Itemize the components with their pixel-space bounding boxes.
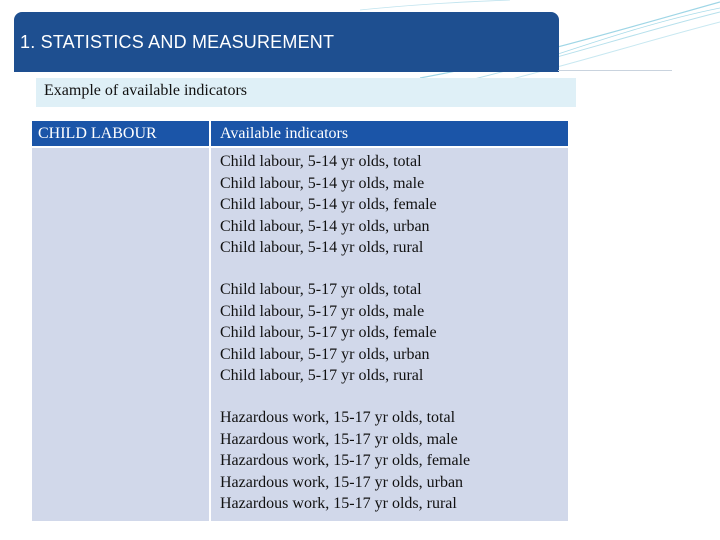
indicator-item: Hazardous work, 15-17 yr olds, male bbox=[219, 430, 458, 448]
indicator-item: Hazardous work, 15-17 yr olds, female bbox=[219, 452, 471, 470]
table-header-available-indicators: Available indicators bbox=[210, 120, 569, 147]
header-rule bbox=[558, 70, 672, 71]
table-header-row bbox=[31, 120, 569, 147]
indicator-item: Child labour, 5-14 yr olds, rural bbox=[219, 239, 424, 257]
title-bar bbox=[14, 12, 559, 72]
indicator-group-child-labour-5-14 bbox=[220, 151, 568, 259]
indicator-group-hazardous-work-15-17 bbox=[220, 407, 568, 515]
indicator-item: Child labour, 5-14 yr olds, female bbox=[219, 196, 437, 214]
indicator-item: Child labour, 5-17 yr olds, urban bbox=[219, 345, 430, 363]
indicator-item: Hazardous work, 15-17 yr olds, rural bbox=[219, 495, 457, 513]
table-header-child-labour: CHILD LABOUR bbox=[31, 120, 210, 147]
indicator-item: Child labour, 5-14 yr olds, urban bbox=[219, 217, 430, 235]
indicator-item: Hazardous work, 15-17 yr olds, total bbox=[219, 408, 456, 426]
indicator-item: Child labour, 5-14 yr olds, total bbox=[219, 153, 422, 170]
indicators-table bbox=[30, 119, 570, 523]
indicator-item: Child labour, 5-14 yr olds, male bbox=[219, 174, 425, 192]
indicator-group-child-labour-5-17 bbox=[220, 279, 568, 387]
table-cell-empty bbox=[31, 147, 210, 522]
indicator-item: Child labour, 5-17 yr olds, male bbox=[219, 302, 425, 320]
table-body-row bbox=[31, 147, 569, 522]
subtitle-box: Example of available indicators bbox=[36, 78, 576, 107]
table-cell-indicators bbox=[210, 147, 569, 522]
indicator-item: Hazardous work, 15-17 yr olds, urban bbox=[219, 473, 464, 491]
indicator-item: Child labour, 5-17 yr olds, rural bbox=[219, 367, 424, 385]
indicator-item: Child labour, 5-17 yr olds, total bbox=[219, 280, 422, 298]
indicator-item: Child labour, 5-17 yr olds, female bbox=[219, 324, 437, 342]
page-title: 1. STATISTICS AND MEASUREMENT bbox=[20, 32, 335, 52]
